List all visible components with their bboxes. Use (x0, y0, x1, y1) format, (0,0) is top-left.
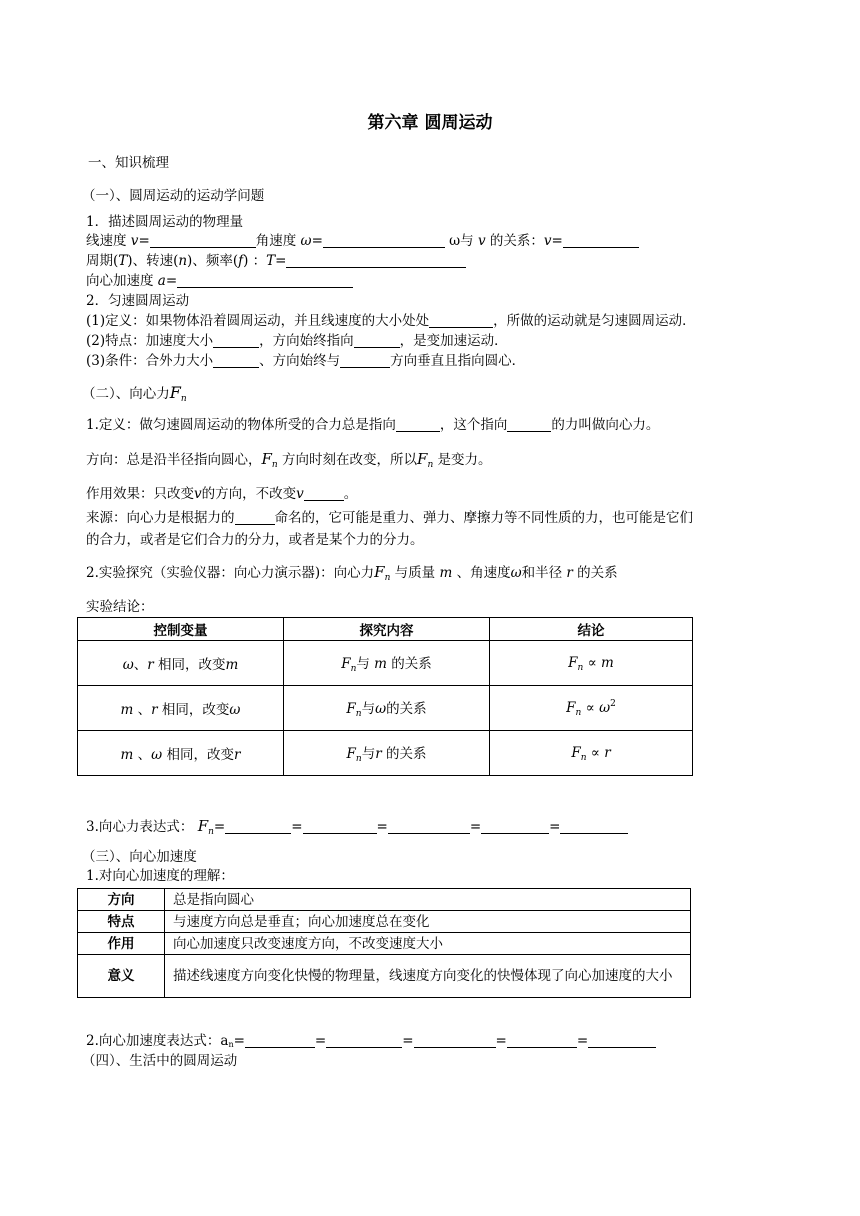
acceleration-expression-line: 2.向心加速度表达式：an= = = = = (86, 1032, 656, 1054)
table-row-header: 意义 (78, 955, 165, 998)
blank-field[interactable] (213, 333, 259, 348)
page-title: 第六章 圆周运动 (367, 113, 493, 133)
table-row (78, 731, 693, 776)
blank-field[interactable] (326, 1033, 402, 1048)
item-heading: 1．描述圆周运动的物理量 (86, 214, 244, 230)
table-row-header: 作用 (78, 933, 165, 955)
blank-field[interactable] (303, 819, 377, 834)
table-header-row (78, 618, 693, 641)
table-cell: $F_n$与r 的关系 (284, 731, 490, 776)
table-cell: 描述线速度方向变化快慢的物理量，线速度方向变化的快慢体现了向心加速度的大小 (165, 955, 691, 998)
subsection-heading: （一）、圆周运动的运动学问题 (82, 188, 265, 204)
table-header: 探究内容 (284, 618, 490, 641)
blank-field[interactable] (507, 417, 551, 432)
item-heading: 1.对向心加速度的理解： (86, 868, 234, 884)
subsection-heading: （二）、向心力$F_n$ (82, 383, 187, 404)
table-row (78, 686, 693, 731)
blank-field[interactable] (323, 233, 445, 248)
table-cell: $F_n$与ω的关系 (284, 686, 490, 731)
blank-field[interactable] (588, 1033, 656, 1048)
effect-line: 作用效果：只改变v的方向，不改变v 。 (86, 486, 358, 502)
table-row (78, 955, 691, 998)
blank-field[interactable] (177, 273, 353, 288)
table-row (78, 933, 691, 955)
source-line: 来源：向心力是根据力的 命名的，它可能是重力、弹力、摩擦力等不同性质的力，也可能是它们 (86, 510, 693, 526)
table-cell: $F_n \propto m$ (490, 641, 693, 686)
blank-field[interactable] (225, 819, 291, 834)
table-row-header: 特点 (78, 911, 165, 933)
subsection-heading: （三）、向心加速度 (82, 849, 197, 865)
table-cell: 总是指向圆心 (165, 889, 691, 911)
acceleration-line: 向心加速度 a= (86, 272, 353, 290)
blank-field[interactable] (560, 819, 628, 834)
blank-field[interactable] (354, 333, 400, 348)
blank-field[interactable] (213, 353, 259, 368)
blank-field[interactable] (429, 313, 493, 328)
table-row-header: 方向 (78, 889, 165, 911)
acceleration-table (77, 888, 691, 998)
table-row (78, 641, 693, 686)
condition-line: (3)条件：合外力大小 、方向始终与 方向垂直且指向圆心． (86, 353, 526, 369)
table-cell: 与速度方向总是垂直；向心加速度总在变化 (165, 911, 691, 933)
experiment-conclusion-label: 实验结论： (86, 599, 154, 615)
blank-field[interactable] (340, 353, 390, 368)
blank-field[interactable] (286, 253, 466, 268)
blank-field[interactable] (481, 819, 549, 834)
table-header: 结论 (490, 618, 693, 641)
table-row (78, 911, 691, 933)
table-cell: m 、r 相同，改变ω (78, 686, 284, 731)
table-cell: m 、ω 相同，改变r (78, 731, 284, 776)
table-header: 控制变量 (78, 618, 284, 641)
blank-field[interactable] (414, 1033, 496, 1048)
section-heading: 一、知识梳理 (88, 155, 169, 171)
blank-field[interactable] (245, 1033, 315, 1048)
feature-line: (2)特点：加速度大小 ，方向始终指向 ，是变加速运动． (86, 333, 508, 349)
table-cell: $F_n \propto \omega^2$ (490, 686, 693, 731)
force-expression-line: 3.向心力表达式： $F_n=$ = = = = (86, 817, 628, 841)
blank-field[interactable] (235, 510, 275, 525)
period-line: 周期(T)、转速(n)、频率(f) ：T= (86, 252, 466, 270)
experiment-line: 2.实验探究（实验仪器：向心力演示器)：向心力$F_n$ 与质量 m 、角速度ω和半径 r 的关系 (86, 563, 618, 583)
source-line-continued: 的合力，或者是它们合力的分力，或者是某个力的分力。 (86, 532, 424, 548)
blank-field[interactable] (388, 819, 470, 834)
table-cell: $F_n$与 m 的关系 (284, 641, 490, 686)
definition-line: (1)定义：如果物体沿着圆周运动，并且线速度的大小处处 ，所做的运动就是匀速圆周运动． (86, 313, 696, 329)
blank-field[interactable] (563, 233, 639, 248)
table-row (78, 889, 691, 911)
blank-field[interactable] (150, 233, 256, 248)
blank-field[interactable] (304, 486, 344, 501)
blank-field[interactable] (507, 1033, 577, 1048)
blank-field[interactable] (396, 417, 440, 432)
table-cell: 向心加速度只改变速度方向，不改变速度大小 (165, 933, 691, 955)
item-heading: 2．匀速圆周运动 (86, 293, 190, 309)
experiment-table (77, 617, 693, 776)
force-definition-line: 1.定义：做匀速圆周运动的物体所受的合力总是指向 ，这个指向 的力叫做向心力。 (86, 417, 660, 433)
subsection-heading: （四）、生活中的圆周运动 (82, 1053, 238, 1069)
table-cell: $F_n \propto r$ (490, 731, 693, 776)
velocity-line: 线速度 v= 角速度 ω= ω与 v 的关系：v= (86, 232, 639, 250)
table-cell: ω、r 相同，改变m (78, 641, 284, 686)
force-direction-line: 方向：总是沿半径指向圆心，$F_n$ 方向时刻在改变，所以$F_n$ 是变力。 (86, 450, 492, 470)
